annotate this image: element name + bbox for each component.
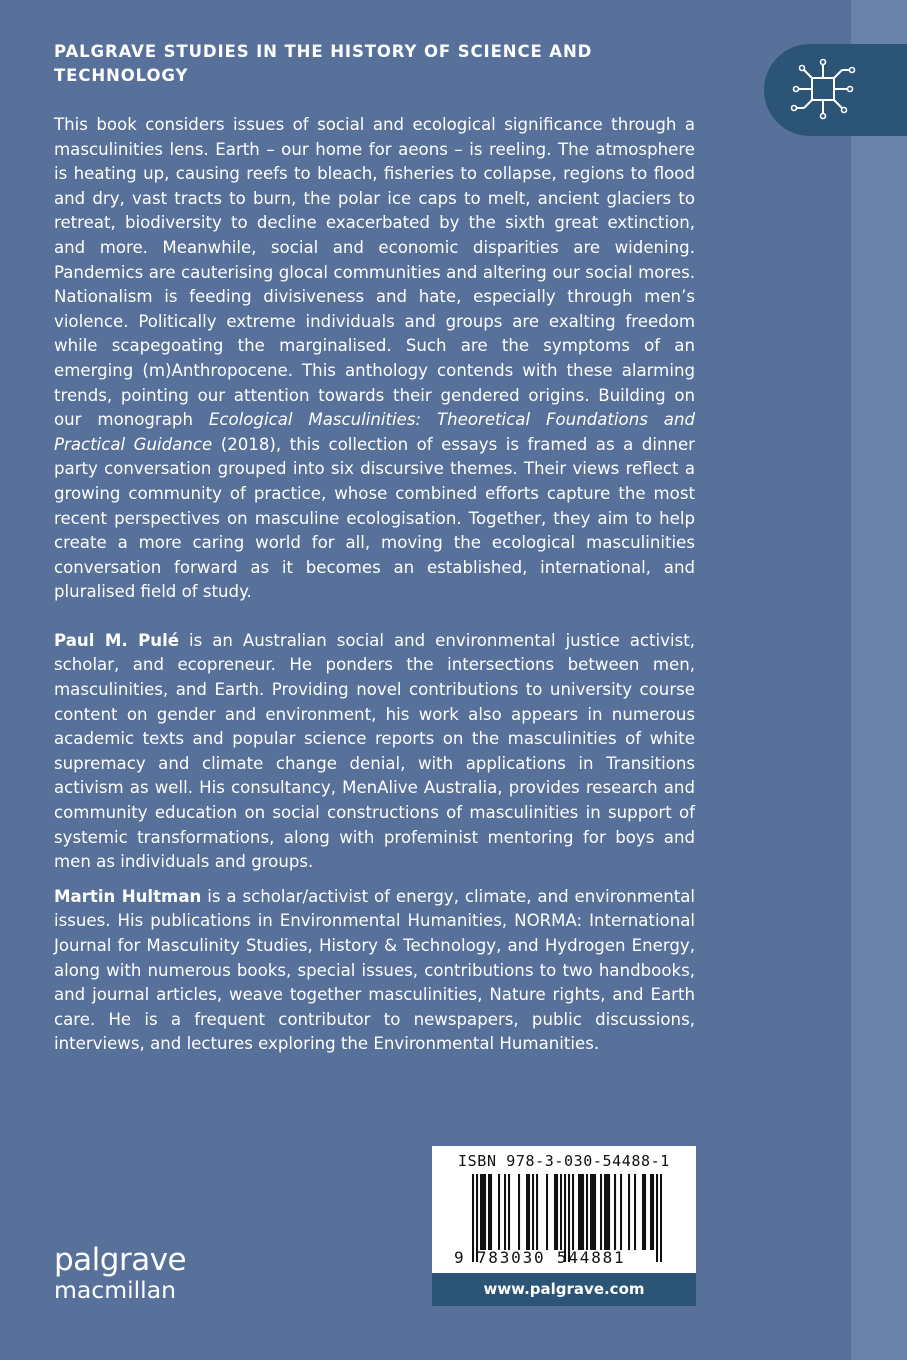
barcode-bar [480,1174,482,1250]
palgrave-logo-badge [764,44,907,136]
barcode-bar [592,1174,594,1250]
publisher-name: palgrave [54,1242,187,1278]
barcode-bar [490,1174,492,1250]
isbn-label: ISBN 978-3-030-54488-1 [458,1152,670,1170]
barcode-bar [488,1174,490,1250]
book-description [54,113,695,605]
barcode-bar [652,1174,654,1250]
barcode-bar [536,1174,538,1250]
spine-strip [851,0,907,1360]
author-bio-text: is an Australian social and environmental justice activist, scholar, and ecopreneur. He ponders the intersections between men, masculinities, and Earth. Providing novel contributions to university course content on gender and environment, his work also appears in numerous academic texts and popular science reports on the masculinities of white supremacy and climate change denial, with applications in Transitions activism as well. His consultancy, MenAlive Australia, provides research and community education on social constructions of masculinities in support of systemic transformations, along with profeminist mentoring for boys and men as individuals and groups. [54,630,696,872]
barcode-bar [504,1174,506,1250]
barcode-bar [634,1174,636,1250]
publisher-website[interactable]: www.palgrave.com [432,1273,696,1306]
barcode-bar [650,1174,652,1250]
barcode-bar [582,1174,584,1250]
publisher-imprint: macmillan [54,1276,176,1304]
barcode-bar [608,1174,610,1250]
barcode-bar [482,1174,484,1250]
barcode-bar [594,1174,596,1250]
author-bio-text: is a scholar/activist of energy, climate, and environmental issues. His publications in Environmental Humanities, NORMA: International Journal for Masculinity Studies, History & Technology, and Hydrogen Energy, along with numerous books, special issues, contributions to two handbooks, and journal articles, weave together masculinities, Nature rights, and Earth care. He is a frequent contributor to newspapers, public discussions, interviews, and lectures exploring the Environmental Humanities. [54,886,695,1054]
author-bio-pule [54,629,695,875]
barcode-bar [644,1174,646,1250]
barcode-bar [484,1174,486,1250]
barcode-bar [560,1174,562,1250]
barcode-bar [620,1174,622,1250]
monograph-title: Ecological Masculinities: Theoretical Foundations and Practical Guidance [54,410,695,454]
barcode-bar [604,1174,606,1250]
barcode-bar [628,1174,630,1250]
ean-digits: 9 783030 544881 [454,1248,626,1267]
author-name: Martin Hultman [54,886,202,906]
description-part-2: (2018), this collection of essays is framed as a dinner party conversation grouped into six discursive themes. Their views reflect a growing community of practice, whose combined efforts capture the most recent perspectives on masculine ecologisation. Together, they aim to help create a more caring world for all, moving the ecological masculinities conversation forward as it becomes an established, international, and pluralised field of study. [54,434,696,602]
barcode-bar [556,1174,558,1250]
barcode-bar [600,1174,602,1250]
description-part-1: This book considers issues of social and ecological significance through a masculinities lens. Earth – our home for aeons – is reeling. The atmosphere is heating up, causing reefs to bleach, fisheries to collapse, regions to flood and dry, vast tracts to burn, the polar ice caps to melt, ancient glaciers to retreat, biodiversity to decline exacerbated by the sixth great extinction, and more. Meanwhile, social and economic disparities are widening. Pandemics are cauterising glocal communities and altering our social mores. Nationalism is feeding divisiveness and hate, especially through men’s violence. Politically extreme individuals and groups are exalting freedom while scapegoating the marginalised. Such are the symptoms of an emerging (m)Anthropocene. This anthology contends with these alarming trends, pointing our attention towards their gendered origins. Building on our monograph [54,115,695,430]
barcode-bar [586,1174,588,1250]
barcode-bar [508,1174,510,1250]
barcode-bar [546,1174,548,1250]
author-name: Paul M. Pulé [54,630,180,650]
barcode-bar [518,1174,520,1250]
barcode-bar [526,1174,528,1250]
back-cover-text [54,113,695,1057]
barcode-bar [606,1174,608,1250]
barcode-bar [578,1174,580,1250]
barcode-bar [642,1174,644,1250]
barcode-bar [498,1174,500,1250]
publisher-logo [54,1244,186,1304]
series-title: PALGRAVE STUDIES IN THE HISTORY OF SCIENCE AND TECHNOLOGY [54,42,593,85]
author-bio-hultman [54,885,695,1057]
barcode-bar [590,1174,592,1250]
barcode-bar [554,1174,556,1250]
palgrave-network-icon [782,56,868,122]
barcode-bar [614,1174,616,1250]
barcode-bar [528,1174,530,1250]
barcode-bar [572,1174,574,1250]
barcode-bar [580,1174,582,1250]
barcode-bar [532,1174,534,1250]
